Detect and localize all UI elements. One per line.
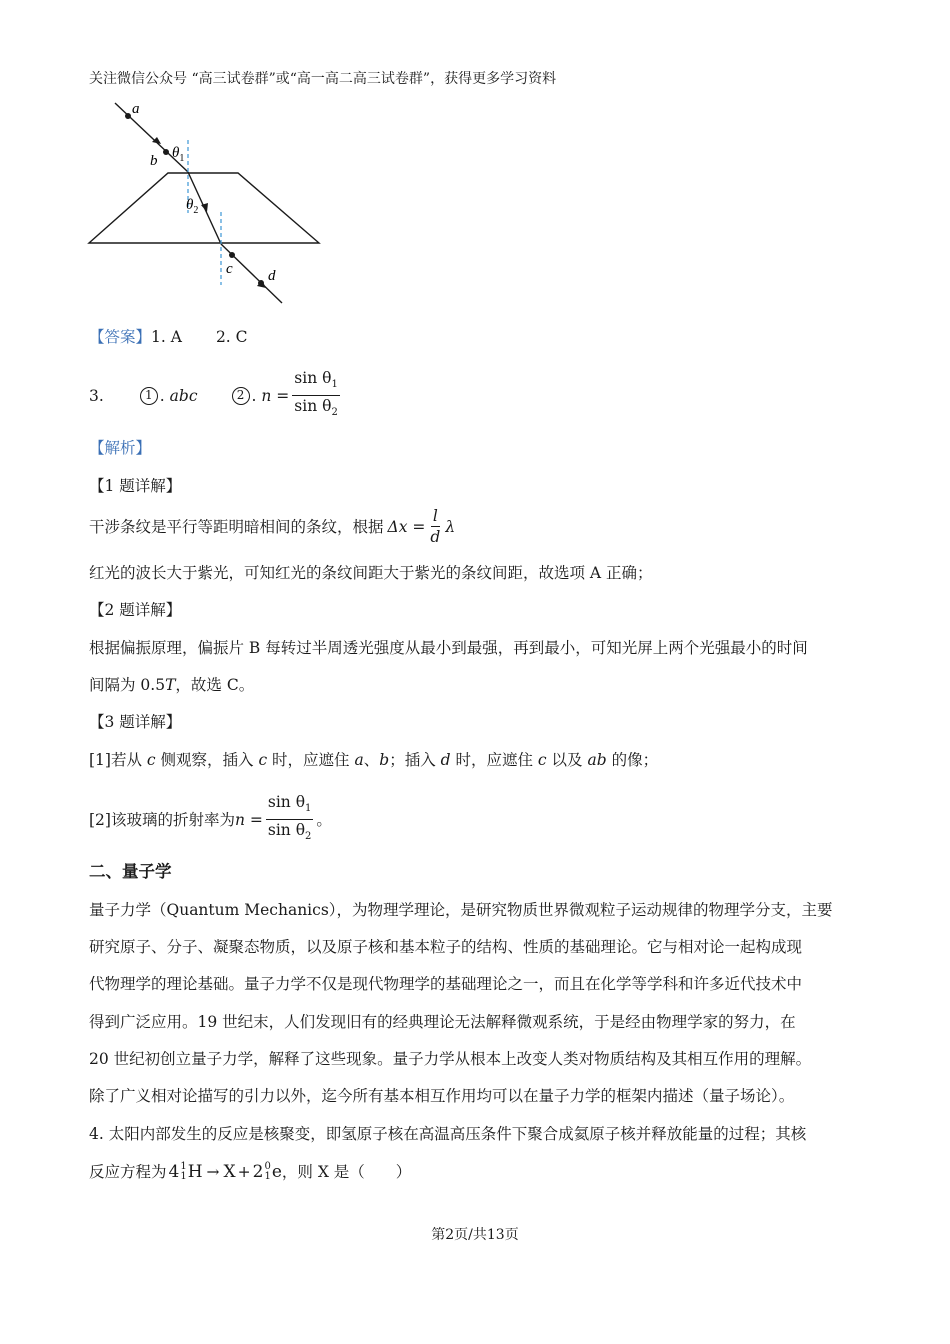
point-d (258, 280, 264, 286)
refraction-diagram (80, 95, 340, 310)
q1-line1: 干涉条纹是平行等距明暗相间的条纹，根据 Δx = $\frac{l}{d}$ λ (89, 507, 456, 546)
label-b: b (150, 153, 158, 169)
arrow-head-1 (152, 137, 161, 144)
q2-line2: 间隔为 0.5T，故选 C。 (89, 676, 255, 694)
answer-tag: 【答案】 (89, 328, 152, 346)
paragraph-line-4: 得到广泛应用。19 世纪末，人们发现旧有的经典理论无法解释微观系统，于是经由物理学家的努力，在 (89, 1013, 796, 1031)
q3-line1: [1]若从 c 侧观察，插入 c 时，应遮住 a、b；插入 d 时，应遮住 c 以及 ab 的像； (89, 751, 659, 769)
answer-q2: 2. C (215, 328, 248, 346)
point-c (229, 252, 235, 258)
answer-line (89, 327, 248, 347)
label-d: d (268, 268, 276, 284)
arrow-head-2 (201, 203, 208, 212)
analysis-tag: 【解析】 (89, 439, 152, 457)
paragraph-line-5: 20 世纪初创立量子力学，解释了这些现象。量子力学从根本上改变人类对物质结构及其相互作用的理解。 (89, 1050, 812, 1068)
point-b (163, 149, 169, 155)
page-footer: 第2页/共13页 (431, 1227, 519, 1243)
q2-line1: 根据偏振原理，偏振片 B 每转过半周透光强度从最小到最强，再到最小，可知光屏上两个光强最小的时间 (89, 639, 808, 657)
label-c: c (226, 261, 233, 277)
answer-3: 3. 1 . abc 2 . n = $\frac{\sin \theta_1}{\sin \theta_2}$ (89, 368, 343, 423)
circled-1: 1 (140, 387, 158, 405)
label-a: a (132, 101, 140, 117)
label-theta2: $\theta_2$ (186, 197, 199, 216)
q1-heading: 【1 题详解】 (89, 477, 182, 495)
circled-2: 2 (232, 387, 250, 405)
paragraph-line-3: 代物理学的理论基础。量子力学不仅是现代物理学的基础理论之一，而且在化学等学科和许多近代技术中 (89, 975, 803, 993)
paragraph-line-2: 研究原子、分子、凝聚态物质，以及原子核和基本粒子的结构、性质的基础理论。它与相对论一起构成现 (89, 938, 803, 956)
label-theta1: $\theta_1$ (172, 145, 185, 164)
answer3-c1-text: abc (169, 386, 198, 405)
answer3-formula-lhs: n = (261, 386, 290, 405)
answer3-fraction: $\frac{\sin \theta_1}{\sin \theta_2}$ (294, 369, 338, 419)
q3-heading: 【3 题详解】 (89, 713, 182, 731)
paragraph-line-1: 量子力学（Quantum Mechanics），为物理学理论，是研究物质世界微观粒子运动规律的物理学分支，主要 (89, 901, 833, 919)
q4-line1: 4. 太阳内部发生的反应是核聚变，即氢原子核在高温高压条件下聚合成氦原子核并释放能量的过程；其核 (89, 1125, 807, 1143)
header-notice: 关注微信公众号 “高三试卷群”或“高一高二高三试卷群”，获得更多学习资料 (89, 71, 557, 87)
q2-heading: 【2 题详解】 (89, 601, 182, 619)
point-a (125, 113, 131, 119)
answer3-num: 3. (89, 386, 104, 405)
answer-q1: 1. A (151, 328, 182, 346)
q3-line2: [2]该玻璃的折射率为 n = $\frac{\sin \theta_1}{\sin \theta_2}$ 。 (89, 793, 332, 843)
paragraph-line-6: 除了广义相对论描写的引力以外，迄今所有基本相互作用均可以在量子力学的框架内描述（量子场论）。 (89, 1087, 795, 1105)
section-title: 二、量子学 (89, 862, 172, 881)
q1-line2: 红光的波长大于紫光，可知红光的条纹间距大于紫光的条纹间距，故选项 A 正确； (89, 564, 653, 582)
q4-line2: 反应方程为 4 1 1 H → X + 2 0 1 e ，则 X 是（ ） (89, 1161, 412, 1182)
